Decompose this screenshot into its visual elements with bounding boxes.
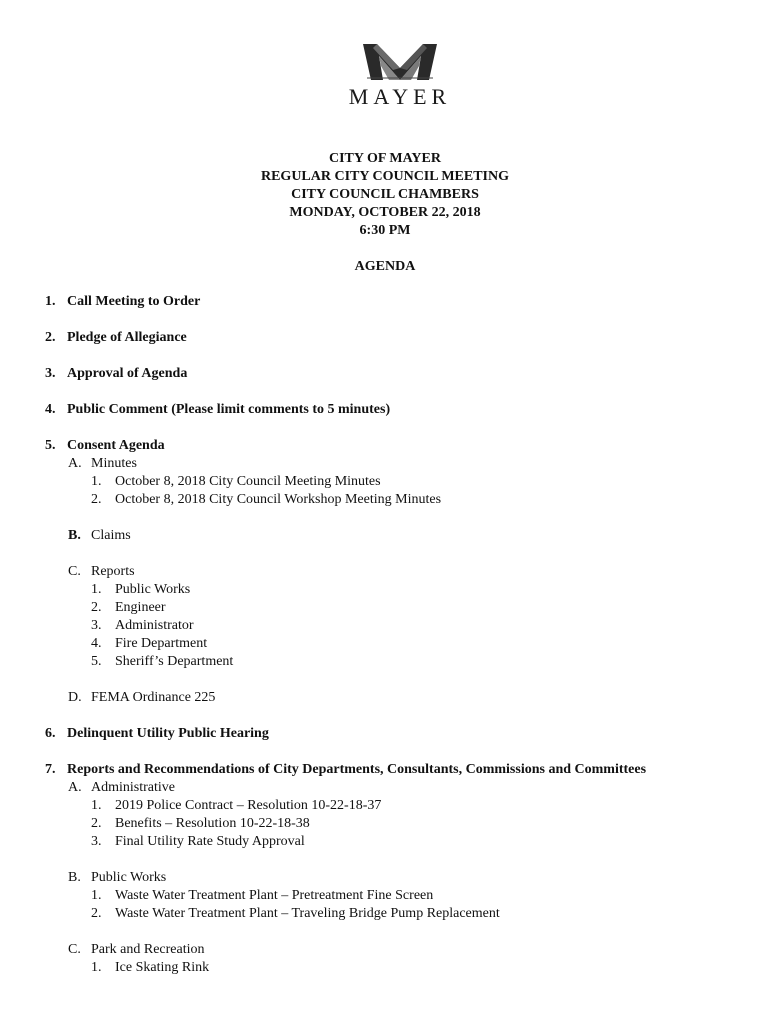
sub-item-number: 1. bbox=[91, 960, 102, 975]
sub-item-text: Fire Department bbox=[115, 636, 208, 651]
subsection-title: Minutes bbox=[91, 456, 137, 471]
item-number: 5. bbox=[45, 438, 56, 453]
agenda-title: AGENDA bbox=[354, 259, 416, 274]
sub-item bbox=[91, 491, 765, 509]
header-location: CITY COUNCIL CHAMBERS bbox=[291, 187, 479, 202]
subsection-letter: C. bbox=[68, 942, 81, 957]
sub-item bbox=[91, 473, 765, 491]
item-title: Consent Agenda bbox=[67, 438, 165, 453]
item-number: 4. bbox=[45, 402, 56, 417]
sub-item-text: October 8, 2018 City Council Workshop Meeting Minutes bbox=[115, 492, 442, 507]
header-meeting-type: REGULAR CITY COUNCIL MEETING bbox=[260, 169, 509, 184]
subsection-title: Administrative bbox=[91, 780, 175, 795]
subsection-title: Park and Recreation bbox=[91, 942, 205, 957]
item-number: 7. bbox=[45, 762, 56, 777]
sub-item bbox=[91, 599, 765, 617]
subsection-letter: A. bbox=[68, 456, 82, 471]
item-number: 1. bbox=[45, 294, 56, 309]
sub-item-number: 1. bbox=[91, 474, 102, 489]
item-title: Approval of Agenda bbox=[67, 366, 188, 381]
sub-item-number: 1. bbox=[91, 888, 102, 903]
agenda-item bbox=[45, 401, 765, 419]
sub-item-number: 1. bbox=[91, 798, 102, 813]
sub-item bbox=[91, 887, 765, 905]
sub-item-number: 5. bbox=[91, 654, 102, 669]
sub-item-number: 4. bbox=[91, 636, 102, 651]
header-date: MONDAY, OCTOBER 22, 2018 bbox=[289, 205, 481, 220]
sub-item-text: Public Works bbox=[115, 582, 191, 597]
sub-item bbox=[91, 833, 765, 851]
subsection-title: FEMA Ordinance 225 bbox=[91, 690, 216, 705]
sub-item bbox=[91, 905, 765, 923]
sub-item-text: Ice Skating Rink bbox=[115, 960, 210, 975]
agenda-item bbox=[45, 761, 765, 977]
item-number: 3. bbox=[45, 366, 56, 381]
sub-item bbox=[91, 617, 765, 635]
city-logo bbox=[335, 40, 465, 112]
subsection-title: Reports bbox=[91, 564, 135, 579]
sub-item-text: Sheriff’s Department bbox=[115, 654, 234, 669]
subsection bbox=[68, 455, 765, 509]
sub-item bbox=[91, 797, 765, 815]
subsection-letter: D. bbox=[68, 690, 82, 705]
sub-item bbox=[91, 635, 765, 653]
subsection bbox=[68, 779, 765, 851]
subsection bbox=[68, 869, 765, 923]
sub-item-number: 3. bbox=[91, 834, 102, 849]
subsection bbox=[68, 689, 765, 707]
mayer-m-logo-icon bbox=[363, 40, 437, 84]
item-title: Public Comment (Please limit comments to 5 minutes) bbox=[67, 402, 391, 417]
sub-item-number: 2. bbox=[91, 600, 102, 615]
sub-item-text: Administrator bbox=[115, 618, 194, 633]
sub-item-text: Waste Water Treatment Plant – Pretreatment Fine Screen bbox=[115, 888, 434, 903]
sub-item bbox=[91, 581, 765, 599]
subsection-title: Public Works bbox=[91, 870, 167, 885]
meeting-header bbox=[0, 150, 770, 240]
subsection-letter: B. bbox=[68, 528, 81, 543]
sub-item-text: October 8, 2018 City Council Meeting Minutes bbox=[115, 474, 381, 489]
item-number: 6. bbox=[45, 726, 56, 741]
subsection-letter: A. bbox=[68, 780, 82, 795]
sub-item-number: 1. bbox=[91, 582, 102, 597]
item-title: Pledge of Allegiance bbox=[67, 330, 187, 345]
logo-wordmark: MAYER bbox=[348, 84, 452, 109]
subsection bbox=[68, 941, 765, 977]
item-number: 2. bbox=[45, 330, 56, 345]
subsection-title: Claims bbox=[91, 528, 131, 543]
sub-item-number: 3. bbox=[91, 618, 102, 633]
header-city: CITY OF MAYER bbox=[328, 151, 441, 166]
agenda-item bbox=[45, 329, 765, 347]
sub-item-text: Waste Water Treatment Plant – Traveling Bridge Pump Replacement bbox=[115, 906, 500, 921]
item-title: Call Meeting to Order bbox=[67, 294, 201, 309]
agenda-item bbox=[45, 365, 765, 383]
sub-item-text: Engineer bbox=[115, 600, 166, 615]
agenda-items bbox=[45, 293, 765, 995]
sub-item bbox=[91, 815, 765, 833]
sub-item-text: 2019 Police Contract – Resolution 10-22-18-37 bbox=[115, 798, 382, 813]
agenda-item bbox=[45, 293, 765, 311]
agenda-item bbox=[45, 437, 765, 707]
sub-item-number: 2. bbox=[91, 816, 102, 831]
sub-item-number: 2. bbox=[91, 492, 102, 507]
subsection bbox=[68, 563, 765, 671]
sub-item-text: Final Utility Rate Study Approval bbox=[115, 834, 305, 849]
sub-item-text: Benefits – Resolution 10-22-18-38 bbox=[115, 816, 310, 831]
item-title: Delinquent Utility Public Hearing bbox=[67, 726, 269, 741]
sub-item-number: 2. bbox=[91, 906, 102, 921]
sub-item bbox=[91, 959, 765, 977]
subsection-letter: B. bbox=[68, 870, 81, 885]
subsection-letter: C. bbox=[68, 564, 81, 579]
sub-item bbox=[91, 653, 765, 671]
subsection bbox=[68, 527, 765, 545]
item-title: Reports and Recommendations of City Departments, Consultants, Commissions and Committees bbox=[67, 762, 647, 777]
header-time: 6:30 PM bbox=[359, 223, 411, 238]
agenda-item bbox=[45, 725, 765, 743]
